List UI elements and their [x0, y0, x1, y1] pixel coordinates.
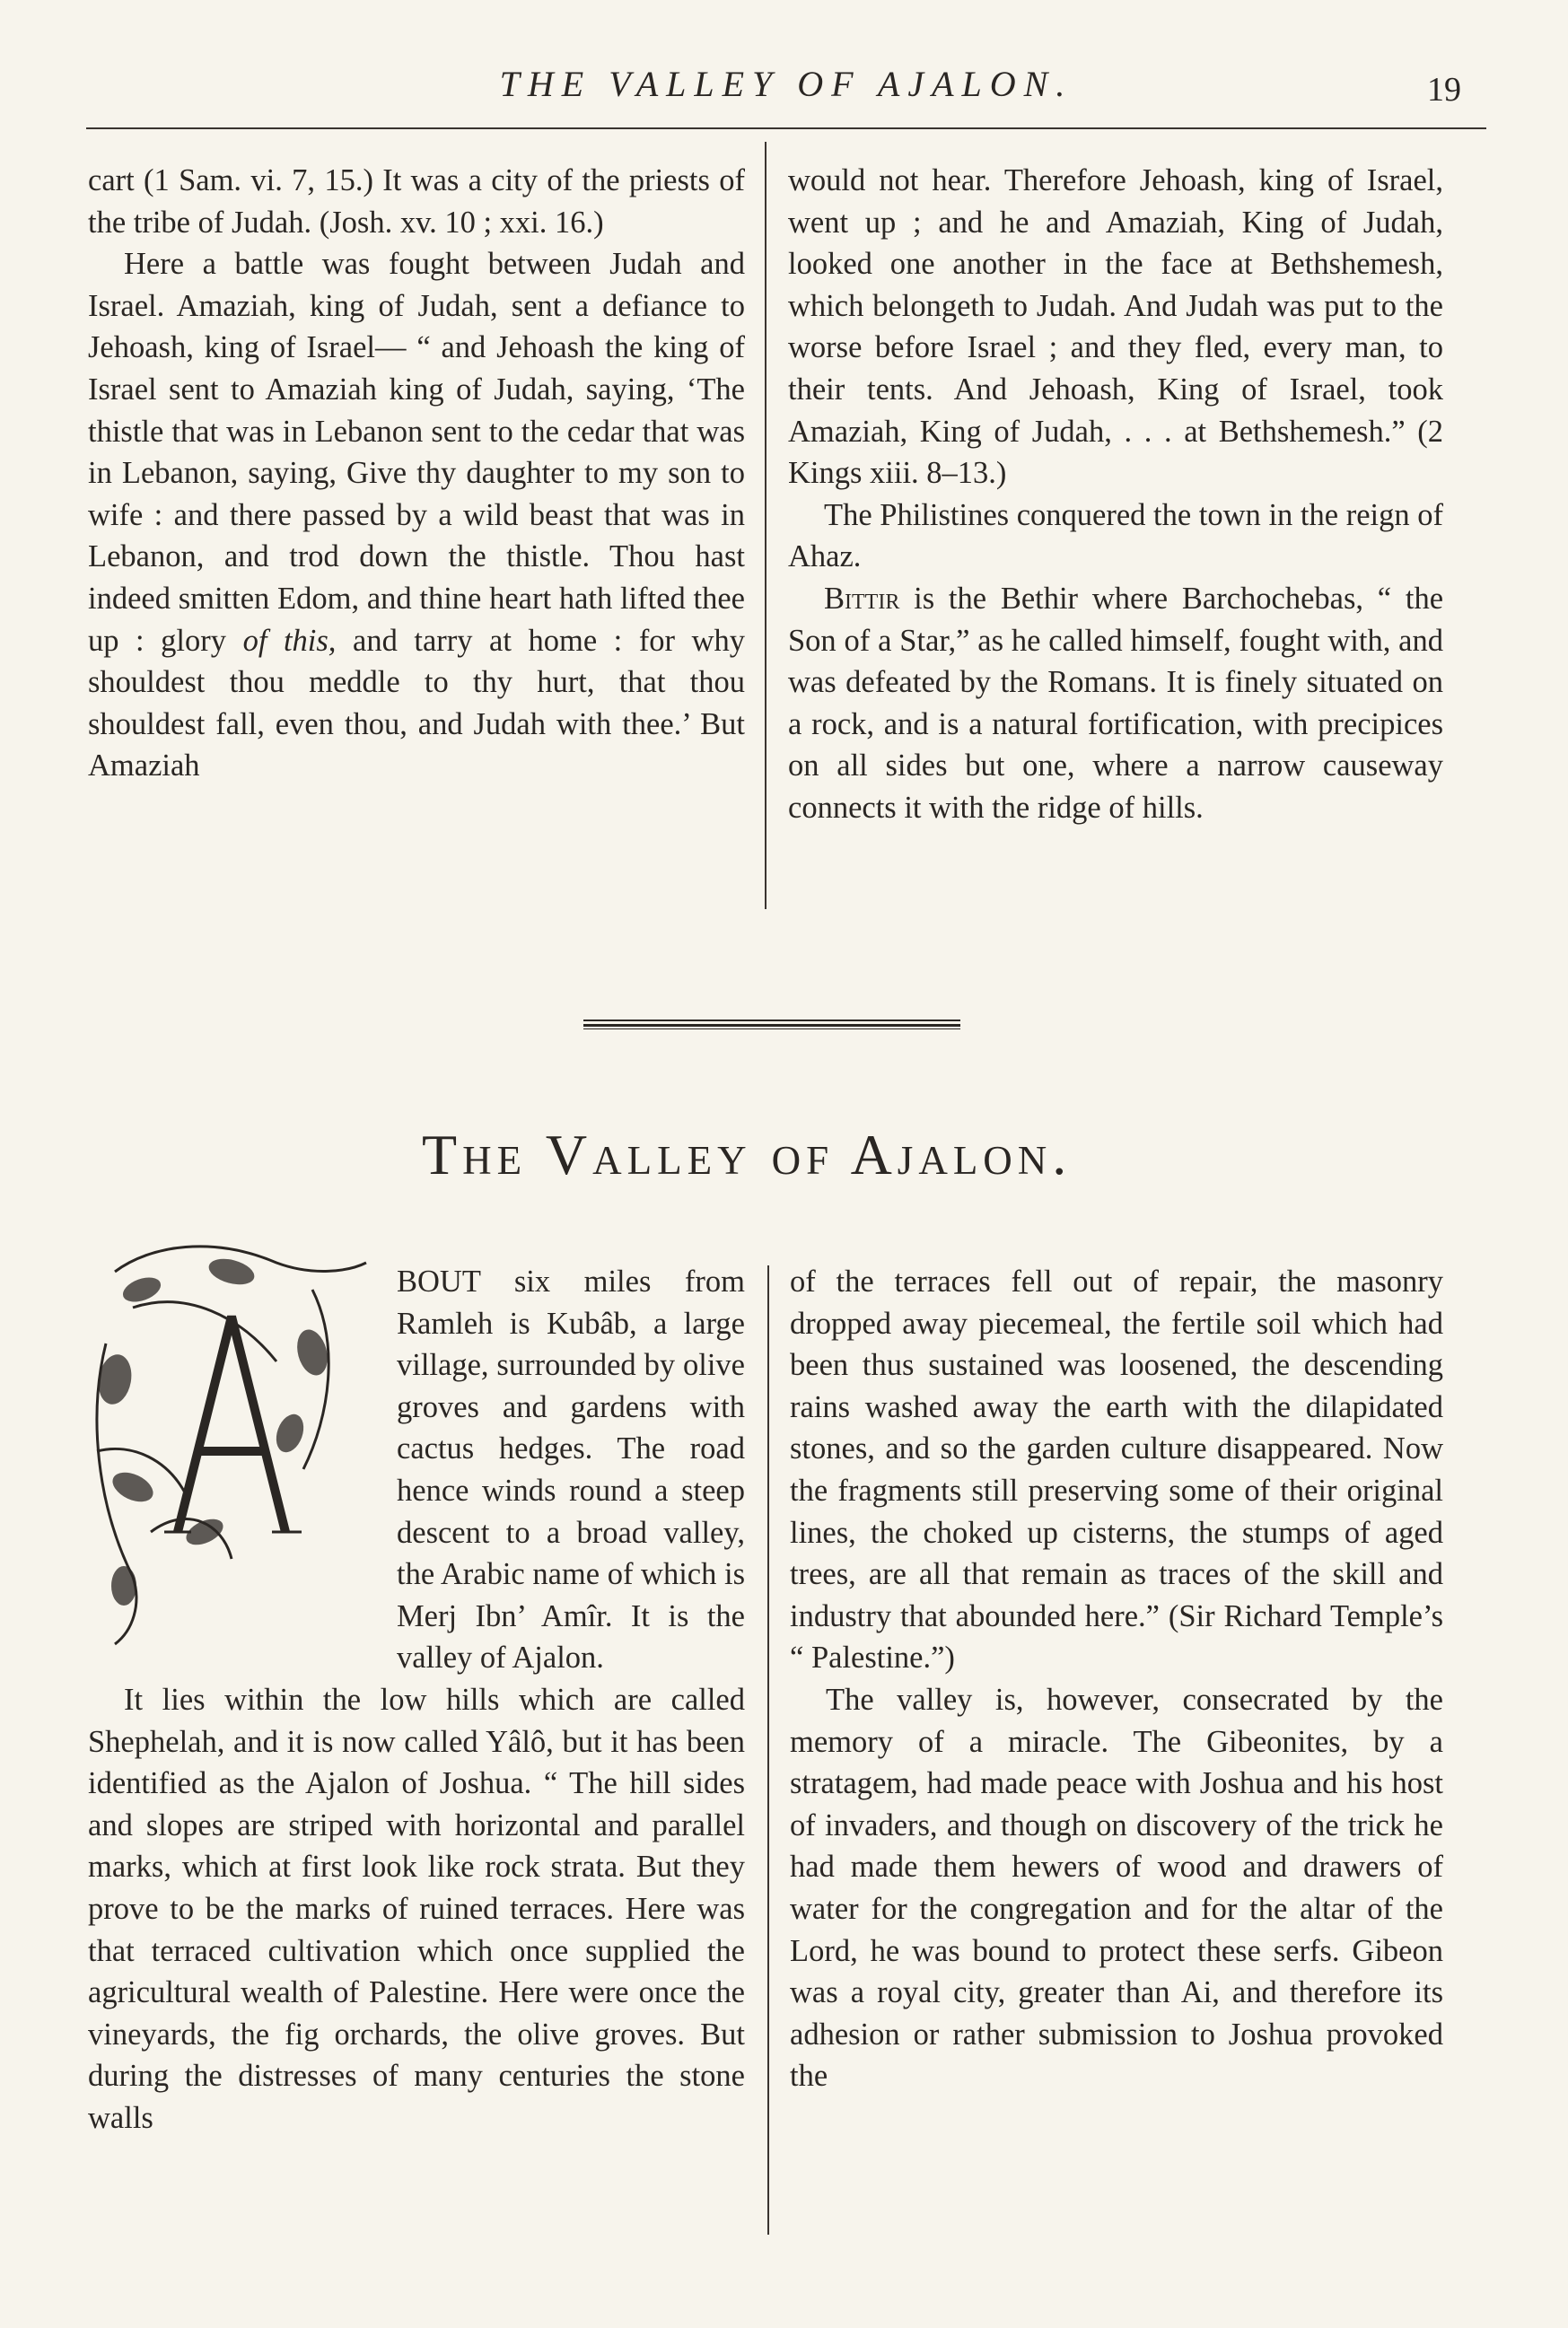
- running-head: [86, 56, 1486, 118]
- paragraph-text: Here a battle was fought between Judah and Israel. Amaziah, king of Judah, sent a defiance to Jehoash, king of Israel— “ and Jehoash the king of Israel sent to Amaziah king of Judah, saying, ‘The thistle that was in Lebanon sent to the cedar that was in Lebanon, saying, Give thy daughter to my son to wife : and there passed by a wild beast that was in Lebanon, and trod down the thistle. Thou hast indeed smitten Edom, and thine heart hath lifted thee up : glory: [88, 247, 745, 658]
- right-column-top: [788, 160, 1443, 829]
- place-name-lead: Bittir: [824, 581, 900, 616]
- italic-phrase: of this,: [242, 623, 337, 658]
- paragraph: [788, 578, 1443, 829]
- header-rule: [86, 127, 1486, 129]
- right-column-bottom: [790, 1261, 1443, 2097]
- paragraph-text: BOUT six miles from Ramleh is Kubâb, a large village, surrounded by olive groves and gardens with cactus hedges. The road hence winds round a steep descent to a broad valley, the Arabic name of which is Merj Ibn’ Amîr. It is the valley of Ajalon.: [397, 1265, 746, 1676]
- left-column-bottom: [88, 1261, 745, 2139]
- foliage-ornament-icon: [79, 1236, 384, 1649]
- column-divider: [767, 1265, 769, 2235]
- drop-cap-ornament: [79, 1236, 384, 1649]
- left-column-top: [88, 160, 745, 787]
- paragraph: The valley is, however, consecrated by the memory of a miracle. The Gibeonites, by a stratagem, had made peace with Joshua and his host of invaders, and though on discovery of the trick he had made them hewers of wood and drawers of water for the congregation and for the altar of the Lord, he was bound to protect these serfs. Gibeon was a royal city, greater than Ai, and therefore its adhesion or rather submission to Joshua provoked the: [790, 1682, 1443, 2094]
- paragraph: of the terraces fell out of repair, the masonry dropped away piecemeal, the fertile soil which had been thus sustained was loosened, the descending rains washed away the earth with the dilapidated stones, and so the garden culture disappeared. Now the fragments still preserving some of their original lines, the choked up cisterns, the stumps of aged trees, are all that remain as traces of the skill and industry that abounded here.” (Sir Richard Temple’s “ Palestine.”): [790, 1265, 1443, 1676]
- column-divider: [765, 142, 766, 909]
- page-number: 19: [1427, 71, 1461, 109]
- paragraph: It lies within the low hills which are called Shephelah, and it is now called Yâlô, but it has been identified as the Ajalon of Joshua. “ The hill sides and slopes are striped with horizontal and parallel marks, which at first look like rock strata. But they prove to be the marks of ruined terraces. Here was that terraced cultivation which once supplied the agricultural wealth of Palestine. Here were once the vineyards, the fig orchards, the olive groves. But during the distresses of many centuries the stone walls: [88, 1682, 745, 2135]
- paragraph: [88, 243, 745, 787]
- paragraph: cart (1 Sam. vi. 7, 15.) It was a city of the priests of the tribe of Judah. (Josh. xv. 10 ; xxi. 16.): [88, 163, 745, 240]
- paragraph-text: is the Bethir where Barchochebas, “ the Son of a Star,” as he called himself, fought with, and was defeated by the Romans. It is finely situated on a rock, and is a natural fortification, with precipices on all sides but one, where a narrow causeway connects it with the ridge of hills.: [788, 581, 1444, 825]
- paragraph-text: and tarry at home : for why shouldest thou meddle to thy hurt, that thou shouldest fall, even thou, and Judah with thee.’ But Amaziah: [88, 623, 746, 783]
- section-title: The Valley of Ajalon.: [422, 1123, 1073, 1186]
- running-title: THE VALLEY OF AJALON.: [499, 64, 1073, 104]
- paragraph: would not hear. Therefore Jehoash, king of Israel, went up ; and he and Amaziah, King of Judah, looked one another in the face at Bethshemesh, which belongeth to Judah. And Judah was put to the worse before Israel ; and they fled, every man, to their tents. And Jehoash, King of Israel, took Amaziah, King of Judah, . . . at Bethshemesh.” (2 Kings xiii. 8–13.): [788, 163, 1443, 491]
- ornamental-rule: [583, 1018, 960, 1030]
- paragraph: The Philistines conquered the town in the reign of Ahaz.: [788, 497, 1443, 574]
